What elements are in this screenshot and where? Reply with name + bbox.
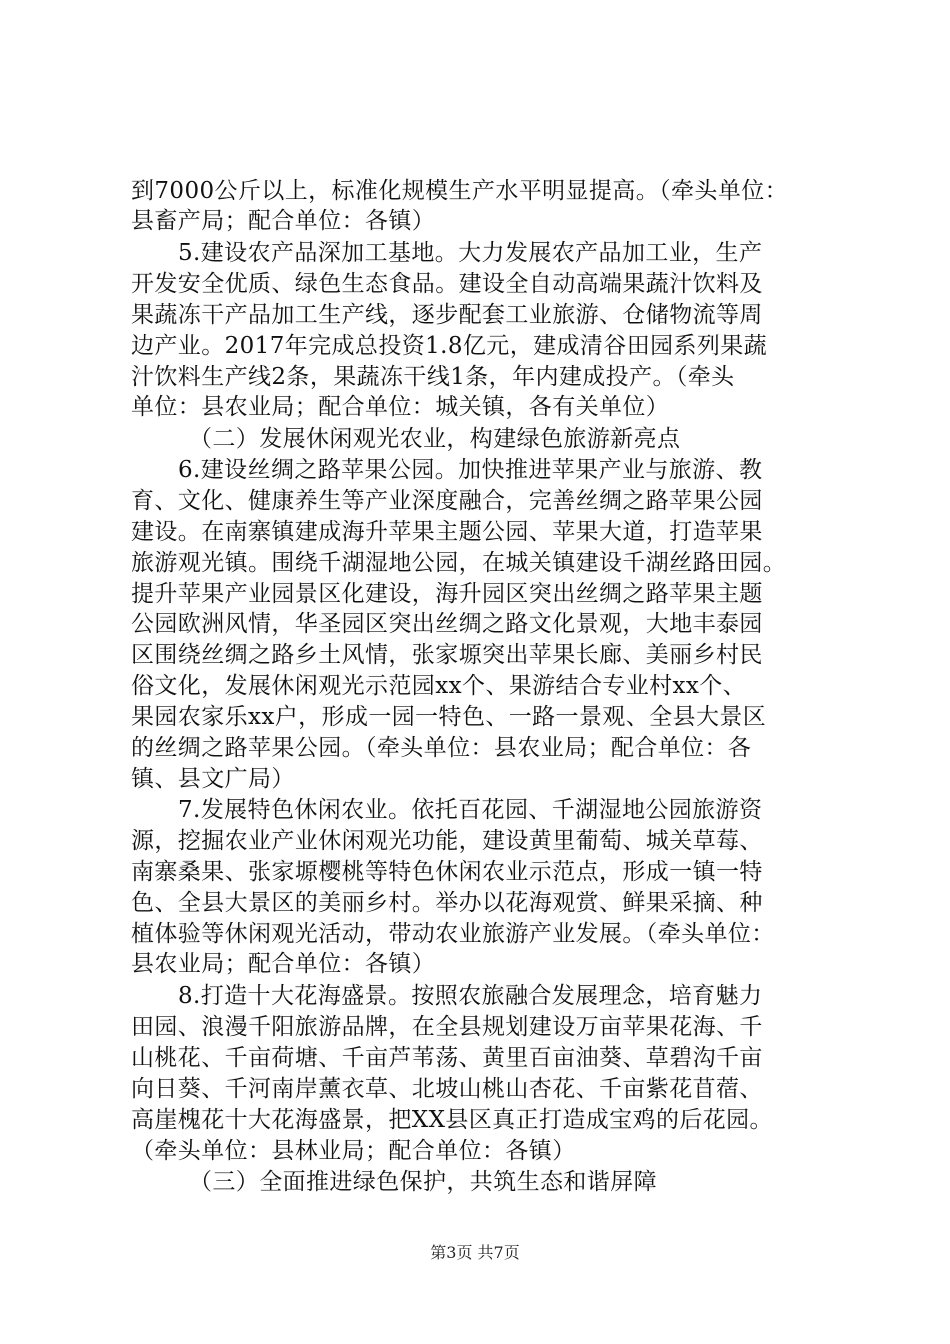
text-line: 色、全县大景区的美丽乡村。举办以花海观赏、鲜果采摘、种 [131, 890, 763, 916]
text-line: 建设。在南寨镇建成海升苹果主题公园、苹果大道，打造苹果 [131, 519, 763, 545]
paragraph-start: 7.发展特色休闲农业。依托百花园、千湖湿地公园旅游资 [178, 797, 763, 823]
text-line: 到7000公斤以上，标准化规模生产水平明显提高。（牵头单位： [131, 178, 789, 204]
text-line: 田园、浪漫千阳旅游品牌，在全县规划建设万亩苹果花海、千 [131, 1014, 763, 1040]
text-line: 山桃花、千亩荷塘、千亩芦苇荡、黄里百亩油葵、草碧沟千亩 [131, 1045, 763, 1071]
text-line: 区围绕丝绸之路乡土风情，张家塬突出苹果长廊、美丽乡村民 [131, 642, 763, 668]
page-number: 第3页 共7页 [430, 1243, 520, 1262]
text-line: 俗文化，发展休闲观光示范园xx个、果游结合专业村xx个、 [131, 673, 747, 699]
text-line: 县农业局；配合单位：各镇） [131, 951, 436, 977]
paragraph-start: 6.建设丝绸之路苹果公园。加快推进苹果产业与旅游、教 [178, 457, 763, 483]
paragraph-start: 5.建设农产品深加工基地。大力发展农产品加工业，生产 [178, 240, 763, 266]
text-line: 镇、县文广局） [131, 766, 295, 792]
text-line: 果园农家乐xx户，形成一园一特色、一路一景观、全县大景区 [131, 704, 767, 730]
text-line: 的丝绸之路苹果公园。（牵头单位：县农业局；配合单位：各 [131, 735, 752, 761]
text-line: 育、文化、健康养生等产业深度融合，完善丝绸之路苹果公园 [131, 488, 763, 514]
text-line: 单位：县农业局；配合单位：城关镇，各有关单位） [131, 394, 670, 420]
text-line: 果蔬冻干产品加工生产线，逐步配套工业旅游、仓储物流等周 [131, 302, 763, 328]
text-line: 开发安全优质、绿色生态食品。建设全自动高端果蔬汁饮料及 [131, 271, 763, 297]
text-line: 源，挖掘农业产业休闲观光功能，建设黄里葡萄、城关草莓、 [131, 828, 763, 854]
text-line: 旅游观光镇。围绕千湖湿地公园，在城关镇建设千湖丝路田园。 [131, 550, 787, 576]
section-heading: （二）发展休闲观光农业，构建绿色旅游新亮点 [189, 426, 681, 452]
text-line: 汁饮料生产线2条，果蔬冻干线1条，年内建成投产。（牵头 [131, 364, 735, 390]
text-line: 高崖槐花十大花海盛景，把XX县区真正打造成宝鸡的后花园。 [131, 1107, 773, 1133]
paragraph-start: 8.打造十大花海盛景。按照农旅融合发展理念，培育魅力 [178, 983, 763, 1009]
text-line: 向日葵、千河南岸薰衣草、北坡山桃山杏花、千亩紫花苜蓿、 [131, 1076, 763, 1102]
text-line: 南寨桑果、张家塬樱桃等特色休闲农业示范点，形成一镇一特 [131, 859, 763, 885]
text-line: 提升苹果产业园景区化建设，海升园区突出丝绸之路苹果主题 [131, 581, 763, 607]
text-line: （牵头单位：县林业局；配合单位：各镇） [131, 1138, 576, 1164]
text-line: 边产业。2017年完成总投资1.8亿元，建成清谷田园系列果蔬 [131, 333, 768, 359]
section-heading: （三）全面推进绿色保护，共筑生态和谐屏障 [189, 1169, 657, 1195]
text-line: 县畜产局；配合单位：各镇） [131, 208, 436, 234]
text-line: 植体验等休闲观光活动，带动农业旅游产业发展。（牵头单位： [131, 921, 775, 947]
text-line: 公园欧洲风情，华圣园区突出丝绸之路文化景观，大地丰泰园 [131, 611, 763, 637]
